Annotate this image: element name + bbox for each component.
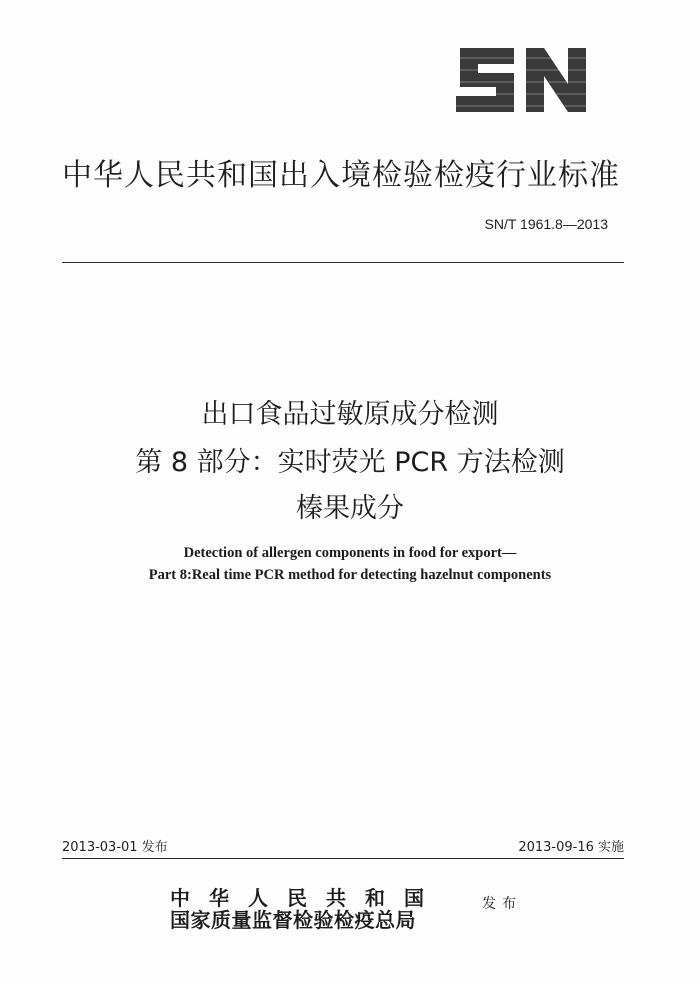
top-divider [62, 262, 624, 263]
sn-logo-graphic [452, 44, 592, 116]
bottom-divider [62, 858, 624, 859]
issuing-standard-category: 中华人民共和国出入境检验检疫行业标准 [62, 158, 620, 193]
english-title-line-1: Detection of allergen components in food for export— [183, 545, 517, 561]
implementation-date: 2013-09-16 实施 [518, 840, 624, 855]
issuer-name-line-2: 国家质量监督检验检疫总局 [170, 908, 416, 932]
chinese-title-line-3: 榛果成分 [296, 493, 404, 524]
issuer-name-line-1: 中华人民共和国 [170, 886, 443, 910]
standard-number: SN/T 1961.8—2013 [484, 216, 608, 232]
english-title-line-2: Part 8:Real time PCR method for detecting hazelnut components [148, 567, 552, 583]
sn-logo [452, 44, 592, 116]
issuer-action: 发布 [482, 896, 522, 912]
chinese-title-line-1: 出口食品过敏原成分检测 [201, 399, 499, 430]
chinese-title-line-2: 第 8 部分：实时荧光 PCR 方法检测 [135, 447, 565, 478]
issue-date: 2013-03-01 发布 [62, 840, 168, 855]
